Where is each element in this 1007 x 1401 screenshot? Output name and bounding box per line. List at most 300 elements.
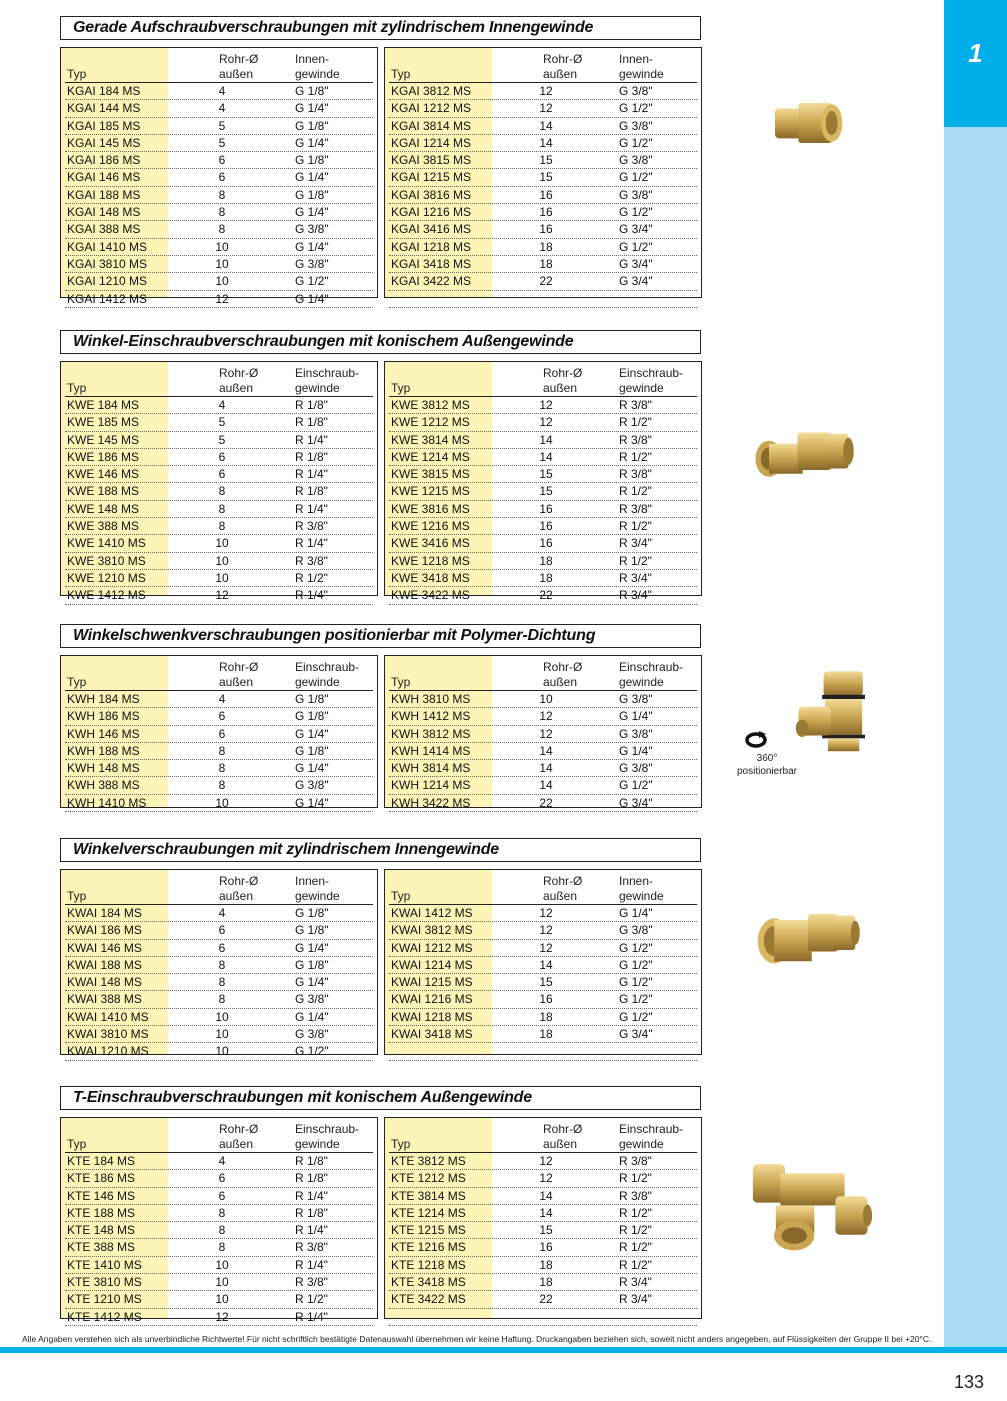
cell-tube-od: 12 <box>539 709 553 724</box>
table-body <box>61 48 377 308</box>
cell-type: KWAI 1212 MS <box>391 940 473 955</box>
cell-thread: G 1/2" <box>295 274 329 289</box>
cell-thread: R 1/8" <box>295 1205 328 1220</box>
cell-type: KWH 1410 MS <box>67 795 147 810</box>
table-row <box>65 466 373 483</box>
header-rohr-line2: außen <box>219 889 254 903</box>
cell-thread: G 1/2" <box>619 975 653 990</box>
cell-type: KWAI 1410 MS <box>67 1009 149 1024</box>
cell-type: KGAI 188 MS <box>67 187 141 202</box>
header-thread <box>619 1122 683 1152</box>
cell-tube-od: 8 <box>218 1240 226 1255</box>
cell-thread: G 3/8" <box>619 726 653 741</box>
cell-thread: G 3/4" <box>619 256 653 271</box>
table-row <box>65 760 373 777</box>
rotate-360-icon <box>744 731 768 749</box>
cell-thread: G 3/8" <box>295 992 329 1007</box>
table-header <box>389 362 697 397</box>
product-table-left <box>60 47 378 306</box>
cell-thread: R 1/4" <box>295 501 328 516</box>
cell-type: KGAI 1212 MS <box>391 101 472 116</box>
table-row <box>65 905 373 922</box>
cell-tube-od: 8 <box>218 205 226 220</box>
table-header <box>389 656 697 691</box>
cell-type: KTE 146 MS <box>67 1188 136 1203</box>
table-row <box>65 1239 373 1256</box>
table-row <box>65 1026 373 1043</box>
table-row <box>389 449 697 466</box>
cell-tube-od: 4 <box>218 84 226 98</box>
cell-tube-od: 12 <box>539 906 553 920</box>
side-strip <box>944 0 1007 1348</box>
table-row <box>65 743 373 760</box>
cell-thread: G 1/8" <box>295 153 329 168</box>
header-rohr-line1: Rohr-Ø <box>543 1122 583 1136</box>
cell-thread: G 1/8" <box>295 187 329 202</box>
header-rohr-line1: Rohr-Ø <box>219 52 259 66</box>
cell-thread: R 1/2" <box>619 1223 652 1238</box>
cell-tube-od: 12 <box>539 940 553 955</box>
section-title: Winkelverschraubungen mit zylindrischem Innengewinde <box>60 838 701 862</box>
header-rohr-line1: Rohr-Ø <box>219 366 259 380</box>
cell-type: KWAI 146 MS <box>67 940 142 955</box>
header-rohr <box>219 1122 258 1152</box>
table-row <box>65 83 373 100</box>
cell-tube-od: 16 <box>539 501 553 516</box>
cell-tube-od: 5 <box>218 432 226 447</box>
cell-tube-od: 12 <box>539 1154 553 1168</box>
header-typ: Typ <box>391 675 411 689</box>
table-row <box>65 777 373 794</box>
table-row <box>389 708 697 725</box>
table-row <box>389 553 697 570</box>
cell-thread: G 1/4" <box>295 135 329 150</box>
header-rohr-line1: Rohr-Ø <box>543 366 583 380</box>
cell-tube-od: 14 <box>539 1205 553 1220</box>
cell-type: KWE 186 MS <box>67 449 140 464</box>
cell-type: KTE 388 MS <box>67 1240 136 1255</box>
table-row <box>389 518 697 535</box>
cell-type: KWAI 1218 MS <box>391 1009 473 1024</box>
table-row <box>65 1222 373 1239</box>
cell-type: KGAI 184 MS <box>67 84 141 98</box>
header-rohr-line2: außen <box>543 1137 578 1151</box>
cell-type: KTE 1210 MS <box>67 1292 142 1307</box>
cell-type: KGAI 3418 MS <box>391 256 472 271</box>
cell-type: KWE 388 MS <box>67 519 140 534</box>
table-body <box>385 656 701 812</box>
cell-tube-od: 14 <box>539 957 553 972</box>
cell-thread: R 1/8" <box>295 1154 328 1168</box>
table-header <box>389 1118 697 1153</box>
cell-type: KWE 185 MS <box>67 415 140 430</box>
table-row <box>389 957 697 974</box>
cell-type: KTE 1215 MS <box>391 1223 466 1238</box>
cell-type: KGAI 148 MS <box>67 205 141 220</box>
cell-type: KWH 3814 MS <box>391 761 471 776</box>
table-row <box>65 795 373 812</box>
cell-tube-od: 10 <box>215 1009 229 1024</box>
cell-tube-od: 12 <box>539 101 553 116</box>
cell-tube-od: 8 <box>218 1223 226 1238</box>
cell-type: KTE 1218 MS <box>391 1257 466 1272</box>
cell-thread: G 1/2" <box>295 1044 329 1059</box>
cell-thread: R 1/4" <box>295 588 328 603</box>
cell-type: KWAI 1210 MS <box>67 1044 149 1059</box>
header-rohr <box>219 52 258 82</box>
cell-thread: G 1/4" <box>295 975 329 990</box>
cell-type: KWE 188 MS <box>67 484 140 499</box>
cell-thread: R 1/8" <box>295 398 328 412</box>
cell-thread: G 1/8" <box>295 957 329 972</box>
header-typ: Typ <box>67 381 87 395</box>
header-thread-line1: Einschraub- <box>295 1122 360 1136</box>
header-typ: Typ <box>391 67 411 81</box>
cell-type: KWAI 1216 MS <box>391 992 473 1007</box>
cell-tube-od: 4 <box>218 906 226 920</box>
table-row <box>65 1170 373 1187</box>
header-rohr <box>219 660 258 690</box>
cell-tube-od: 8 <box>218 957 226 972</box>
cell-type: KWE 3812 MS <box>391 398 470 412</box>
table-row <box>389 1239 697 1256</box>
cell-type: KWE 1410 MS <box>67 536 146 551</box>
cell-tube-od: 15 <box>539 170 553 185</box>
header-thread-line2: gewinde <box>619 889 664 903</box>
cell-thread: R 1/2" <box>619 449 652 464</box>
cell-tube-od: 15 <box>539 153 553 168</box>
table-row <box>389 743 697 760</box>
cell-thread: R 1/2" <box>619 415 652 430</box>
cell-tube-od: 6 <box>218 940 226 955</box>
cell-type: KWE 3418 MS <box>391 570 470 585</box>
cell-thread: G 1/4" <box>295 761 329 776</box>
cell-tube-od: 10 <box>215 570 229 585</box>
cell-thread: G 3/4" <box>619 274 653 289</box>
cell-thread: R 1/4" <box>295 1223 328 1238</box>
table-row <box>65 974 373 991</box>
header-rohr <box>543 660 582 690</box>
cell-type: KGAI 1214 MS <box>391 135 472 150</box>
header-rohr <box>219 874 258 904</box>
cell-thread: G 1/8" <box>295 118 329 133</box>
cell-type: KWAI 188 MS <box>67 957 142 972</box>
table-row <box>389 905 697 922</box>
swivel-elbow-fitting-image <box>795 648 895 773</box>
table-row <box>389 1274 697 1291</box>
table-row <box>65 273 373 290</box>
cell-type: KTE 3814 MS <box>391 1188 466 1203</box>
table-row <box>65 414 373 431</box>
table-row <box>65 518 373 535</box>
header-thread <box>295 660 359 690</box>
table-header <box>65 1118 373 1153</box>
cell-type: KWAI 184 MS <box>67 906 142 920</box>
cell-tube-od: 16 <box>539 205 553 220</box>
table-body <box>61 1118 377 1326</box>
cell-thread: G 3/4" <box>619 1027 653 1042</box>
cell-thread: G 1/4" <box>619 906 653 920</box>
table-row <box>65 135 373 152</box>
table-row <box>65 397 373 414</box>
table-row <box>389 118 697 135</box>
table-row <box>389 483 697 500</box>
cell-type: KGAI 1218 MS <box>391 239 472 254</box>
cell-tube-od: 10 <box>215 274 229 289</box>
cell-type: KWE 1412 MS <box>67 588 146 603</box>
product-table-left <box>60 1117 378 1324</box>
cell-tube-od: 14 <box>539 1188 553 1203</box>
cell-tube-od: 16 <box>539 992 553 1007</box>
cell-tube-od: 6 <box>218 1171 226 1186</box>
cell-type: KWE 3416 MS <box>391 536 470 551</box>
cell-thread: R 1/2" <box>295 1292 328 1307</box>
cell-type: KWE 1210 MS <box>67 570 146 585</box>
cell-tube-od: 22 <box>539 1292 553 1307</box>
cell-type: KGAI 146 MS <box>67 170 141 185</box>
cell-thread: R 1/8" <box>295 415 328 430</box>
product-table-left <box>60 361 378 603</box>
cell-tube-od: 14 <box>539 449 553 464</box>
table-row <box>65 204 373 221</box>
cell-type: KTE 1216 MS <box>391 1240 466 1255</box>
cell-tube-od: 4 <box>218 101 226 116</box>
cell-tube-od: 8 <box>218 222 226 237</box>
table-row <box>65 1291 373 1308</box>
cell-thread: G 1/8" <box>295 709 329 724</box>
cell-thread: G 1/2" <box>619 957 653 972</box>
table-row <box>389 1188 697 1205</box>
cell-type: KTE 1412 MS <box>67 1309 142 1324</box>
header-rohr-line2: außen <box>543 381 578 395</box>
cell-tube-od: 8 <box>218 1205 226 1220</box>
table-row <box>65 1043 373 1060</box>
table-row <box>389 1205 697 1222</box>
table-row <box>65 449 373 466</box>
table-row <box>389 1170 697 1187</box>
cell-thread: R 1/8" <box>295 449 328 464</box>
table-body <box>385 1118 701 1326</box>
cell-tube-od: 8 <box>218 743 226 758</box>
table-row <box>389 169 697 186</box>
cell-type: KWE 145 MS <box>67 432 140 447</box>
header-thread <box>619 874 664 904</box>
elbow-male-fitting-image <box>735 425 875 515</box>
table-row <box>389 726 697 743</box>
table-row <box>389 152 697 169</box>
cell-tube-od: 14 <box>539 135 553 150</box>
header-thread-line1: Innen- <box>619 874 654 888</box>
cell-thread: G 1/4" <box>295 101 329 116</box>
cell-type: KWE 3810 MS <box>67 553 146 568</box>
cell-thread: G 3/8" <box>295 222 329 237</box>
cell-tube-od: 10 <box>215 239 229 254</box>
table-header <box>65 656 373 691</box>
cell-tube-od: 12 <box>539 84 553 98</box>
cell-tube-od: 14 <box>539 432 553 447</box>
cell-tube-od: 16 <box>539 222 553 237</box>
cell-type: KWE 3422 MS <box>391 588 470 603</box>
cell-thread: G 1/2" <box>619 992 653 1007</box>
cell-type: KGAI 1210 MS <box>67 274 148 289</box>
cell-tube-od: 10 <box>215 795 229 810</box>
footer-bar <box>0 1347 1007 1353</box>
cell-tube-od: 12 <box>215 588 229 603</box>
cell-type: KWE 148 MS <box>67 501 140 516</box>
cell-thread: R 1/2" <box>619 1240 652 1255</box>
table-body <box>385 362 701 605</box>
cell-tube-od: 18 <box>539 1275 553 1290</box>
cell-thread: G 3/8" <box>619 118 653 133</box>
cell-type: KWAI 3418 MS <box>391 1027 473 1042</box>
cell-thread: G 1/8" <box>295 923 329 938</box>
cell-tube-od: 14 <box>539 743 553 758</box>
cell-tube-od: 4 <box>218 398 226 412</box>
cell-tube-od: 18 <box>539 1257 553 1272</box>
header-thread-line1: Einschraub- <box>619 1122 684 1136</box>
header-rohr-line1: Rohr-Ø <box>543 874 583 888</box>
header-thread <box>619 660 683 690</box>
cell-tube-od: 12 <box>539 415 553 430</box>
table-row <box>65 922 373 939</box>
cell-tube-od: 8 <box>218 761 226 776</box>
table-row <box>389 273 697 290</box>
product-table-left <box>60 869 378 1059</box>
table-row <box>389 777 697 794</box>
header-rohr <box>219 366 258 396</box>
table-row <box>389 239 697 256</box>
cell-type: KGAI 3422 MS <box>391 274 472 289</box>
cell-thread: G 1/4" <box>295 170 329 185</box>
table-row <box>65 256 373 273</box>
table-row <box>65 239 373 256</box>
cell-thread: G 1/4" <box>295 291 329 306</box>
table-body <box>61 870 377 1061</box>
cell-type: KGAI 3416 MS <box>391 222 472 237</box>
cell-thread: G 3/8" <box>619 187 653 202</box>
cell-tube-od: 18 <box>539 239 553 254</box>
cell-tube-od: 12 <box>539 726 553 741</box>
cell-tube-od: 6 <box>218 923 226 938</box>
table-row <box>65 1188 373 1205</box>
header-typ: Typ <box>391 381 411 395</box>
product-table-right <box>384 1117 702 1319</box>
cell-type: KTE 186 MS <box>67 1171 136 1186</box>
cell-thread: R 1/8" <box>295 1171 328 1186</box>
header-rohr-line2: außen <box>219 1137 254 1151</box>
cell-tube-od: 14 <box>539 118 553 133</box>
table-row <box>389 1309 697 1326</box>
table-row <box>65 535 373 552</box>
table-body <box>61 362 377 605</box>
header-thread-line1: Innen- <box>295 52 330 66</box>
cell-type: KGAI 145 MS <box>67 135 141 150</box>
cell-tube-od: 8 <box>218 519 226 534</box>
cell-thread: R 3/8" <box>295 1275 328 1290</box>
table-row <box>65 1009 373 1026</box>
cell-tube-od: 10 <box>215 256 229 271</box>
cell-type: KWE 1214 MS <box>391 449 470 464</box>
header-typ: Typ <box>67 67 87 81</box>
cell-type: KWE 3815 MS <box>391 467 470 482</box>
cell-tube-od: 12 <box>215 291 229 306</box>
table-row <box>65 1205 373 1222</box>
table-row <box>389 1257 697 1274</box>
section-title: Gerade Aufschraubverschraubungen mit zylindrischem Innengewinde <box>60 16 701 40</box>
header-thread-line2: gewinde <box>619 1137 664 1151</box>
table-row <box>389 1222 697 1239</box>
cell-tube-od: 12 <box>539 923 553 938</box>
table-header <box>65 870 373 905</box>
cell-tube-od: 10 <box>215 1027 229 1042</box>
product-table-right <box>384 361 702 603</box>
cell-thread: R 1/4" <box>295 1257 328 1272</box>
table-row <box>65 1309 373 1326</box>
header-thread-line1: Einschraub- <box>295 366 360 380</box>
cell-tube-od: 6 <box>218 449 226 464</box>
cell-tube-od: 15 <box>539 484 553 499</box>
cell-type: KWAI 388 MS <box>67 992 142 1007</box>
cell-thread: G 1/2" <box>619 101 653 116</box>
cell-type: KGAI 3814 MS <box>391 118 472 133</box>
cell-thread: G 3/8" <box>619 923 653 938</box>
cell-thread: G 3/8" <box>619 761 653 776</box>
cell-type: KWAI 148 MS <box>67 975 142 990</box>
table-row <box>389 221 697 238</box>
cell-thread: R 3/8" <box>295 519 328 534</box>
table-row <box>389 535 697 552</box>
header-rohr <box>543 366 582 396</box>
cell-thread: R 1/2" <box>295 570 328 585</box>
cell-tube-od: 5 <box>218 118 226 133</box>
straight-female-fitting-image <box>755 95 875 175</box>
table-body <box>385 870 701 1061</box>
cell-tube-od: 8 <box>218 975 226 990</box>
header-rohr-line1: Rohr-Ø <box>219 660 259 674</box>
cell-type: KWE 146 MS <box>67 467 140 482</box>
product-table-right <box>384 47 702 298</box>
table-header <box>65 362 373 397</box>
tee-male-fitting-image <box>745 1155 880 1265</box>
table-header <box>65 48 373 83</box>
table-row <box>65 291 373 308</box>
table-row <box>65 570 373 587</box>
table-row <box>65 118 373 135</box>
cell-type: KWH 388 MS <box>67 778 140 793</box>
cell-thread: G 1/4" <box>619 709 653 724</box>
table-row <box>389 501 697 518</box>
cell-thread: G 1/8" <box>295 743 329 758</box>
table-row <box>389 414 697 431</box>
cell-tube-od: 10 <box>215 1044 229 1059</box>
cell-thread: R 3/8" <box>619 501 652 516</box>
cell-type: KWH 184 MS <box>67 692 140 706</box>
table-row <box>65 100 373 117</box>
cell-tube-od: 15 <box>539 1223 553 1238</box>
cell-type: KWH 3810 MS <box>391 692 471 706</box>
table-row <box>65 169 373 186</box>
cell-type: KGAI 1412 MS <box>67 291 148 306</box>
cell-thread: R 1/2" <box>619 1205 652 1220</box>
cell-thread: G 1/2" <box>619 1009 653 1024</box>
cell-tube-od: 10 <box>215 553 229 568</box>
table-body <box>385 48 701 308</box>
cell-type: KWE 3816 MS <box>391 501 470 516</box>
table-row <box>389 256 697 273</box>
cell-type: KWH 146 MS <box>67 726 140 741</box>
cell-type: KTE 3422 MS <box>391 1292 466 1307</box>
cell-thread: R 3/8" <box>619 1154 652 1168</box>
